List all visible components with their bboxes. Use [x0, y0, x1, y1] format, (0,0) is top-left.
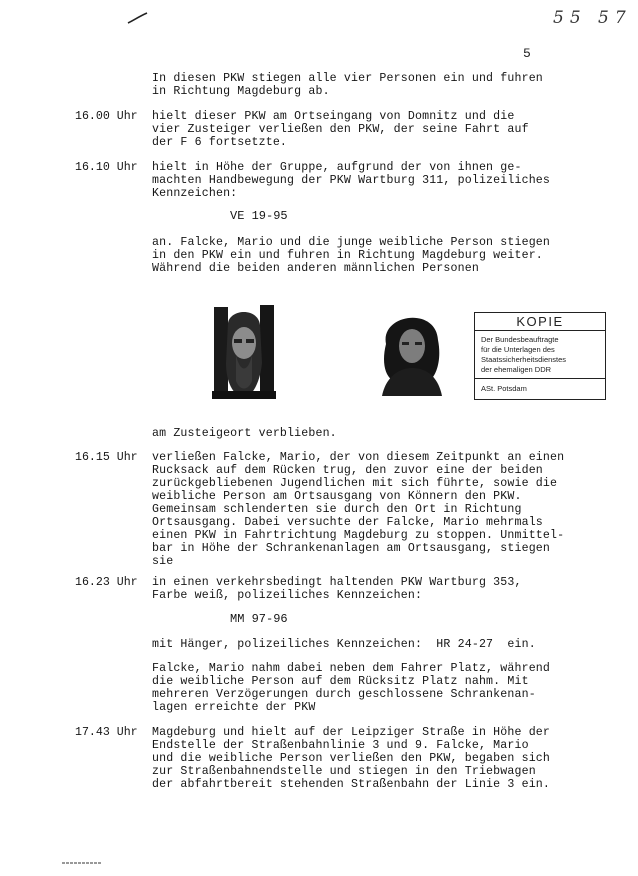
scan-mark — [60, 860, 104, 866]
body-line: Während die beiden anderen männlichen Personen — [152, 262, 479, 275]
stamp-line: für die Unterlagen des — [481, 345, 555, 354]
surveillance-photo-male — [212, 303, 276, 399]
stamp-divider — [475, 378, 605, 379]
handwritten-page-number: 55 57 — [553, 8, 632, 28]
handwritten-tick-mark — [126, 10, 150, 26]
body-line: am Zusteigeort verblieben. — [152, 427, 337, 440]
body-line: der F 6 fortsetzte. — [152, 136, 288, 149]
surveillance-photo-female — [376, 304, 446, 396]
body-line: vier Zusteiger verließen den PKW, der seine Fahrt auf — [152, 123, 529, 136]
body-line: verließen Falcke, Mario, der von diesem Zeitpunkt an einen — [152, 451, 565, 464]
body-line: mit Hänger, polizeiliches Kennzeichen: HR 24-27 ein. — [152, 638, 536, 651]
body-line: weibliche Person am Ortsausgang von Könnern den PKW. — [152, 490, 522, 503]
archive-stamp — [474, 312, 606, 400]
stamp-line: Staatssicherheitsdienstes — [481, 355, 567, 364]
body-line: Farbe weiß, polizeiliches Kennzeichen: — [152, 589, 423, 602]
stamp-line: Der Bundesbeauftragte — [481, 335, 559, 344]
body-line: Ortsausgang. Dabei versuchte der Falcke, Mario mehrmals — [152, 516, 543, 529]
time-label: 16.15 Uhr — [75, 451, 138, 464]
body-line: zur Straßenbahnendstelle und stiegen in den Triebwagen — [152, 765, 536, 778]
license-plate: VE 19-95 — [230, 209, 288, 223]
license-plate: MM 97-96 — [230, 612, 288, 626]
body-line: in einen verkehrsbedingt haltenden PKW Wartburg 353, — [152, 576, 522, 589]
page-number: 5 — [523, 46, 531, 61]
body-line: zurückgebliebenen Jugendlichen mit sich führte, sowie die — [152, 477, 558, 490]
body-line: einen PKW in Fahrtrichtung Magdeburg zu stoppen. Unmittel- — [152, 529, 565, 542]
body-line: Magdeburg und hielt auf der Leipziger Straße in Höhe der — [152, 726, 551, 739]
body-line: Gemeinsam schlenderten sie durch den Ort in Richtung — [152, 503, 522, 516]
body-line: Endstelle der Straßenbahnlinie 3 und 9. Falcke, Mario — [152, 739, 529, 752]
body-line: mehreren Verzögerungen durch geschlossene Schrankenan- — [152, 688, 536, 701]
body-line: die weibliche Person auf dem Rücksitz Platz nahm. Mit — [152, 675, 529, 688]
stamp-title: KOPIE — [475, 314, 605, 331]
time-label: 16.23 Uhr — [75, 576, 138, 589]
body-line: und die weibliche Person verließen den PKW, begaben sich — [152, 752, 551, 765]
body-line: hielt dieser PKW am Ortseingang von Domnitz und die — [152, 110, 515, 123]
body-line: machten Handbewegung der PKW Wartburg 311, polizeiliches — [152, 174, 551, 187]
body-line: hielt in Höhe der Gruppe, aufgrund der von ihnen ge- — [152, 161, 522, 174]
body-line: Falcke, Mario nahm dabei neben dem Fahrer Platz, während — [152, 662, 551, 675]
body-line: in den PKW ein und fuhren in Richtung Magdeburg weiter. — [152, 249, 543, 262]
body-line: Kennzeichen: — [152, 187, 238, 200]
body-line: lagen erreichte der PKW — [152, 701, 316, 714]
stamp-office: ASt. Potsdam — [481, 384, 527, 393]
body-line: In diesen PKW stiegen alle vier Personen ein und fuhren — [152, 72, 543, 85]
body-line: an. Falcke, Mario und die junge weibliche Person stiegen — [152, 236, 551, 249]
time-label: 16.10 Uhr — [75, 161, 138, 174]
body-line: Rucksack auf dem Rücken trug, den zuvor eine der beiden — [152, 464, 543, 477]
body-line: sie — [152, 555, 174, 568]
body-line: bar in Höhe der Schrankenanlagen am Ortsausgang, stiegen — [152, 542, 551, 555]
time-label: 16.00 Uhr — [75, 110, 138, 123]
body-line: in Richtung Magdeburg ab. — [152, 85, 330, 98]
time-label: 17.43 Uhr — [75, 726, 138, 739]
body-line: der abfahrtbereit stehenden Straßenbahn der Linie 3 ein. — [152, 778, 551, 791]
stamp-line: der ehemaligen DDR — [481, 365, 552, 374]
